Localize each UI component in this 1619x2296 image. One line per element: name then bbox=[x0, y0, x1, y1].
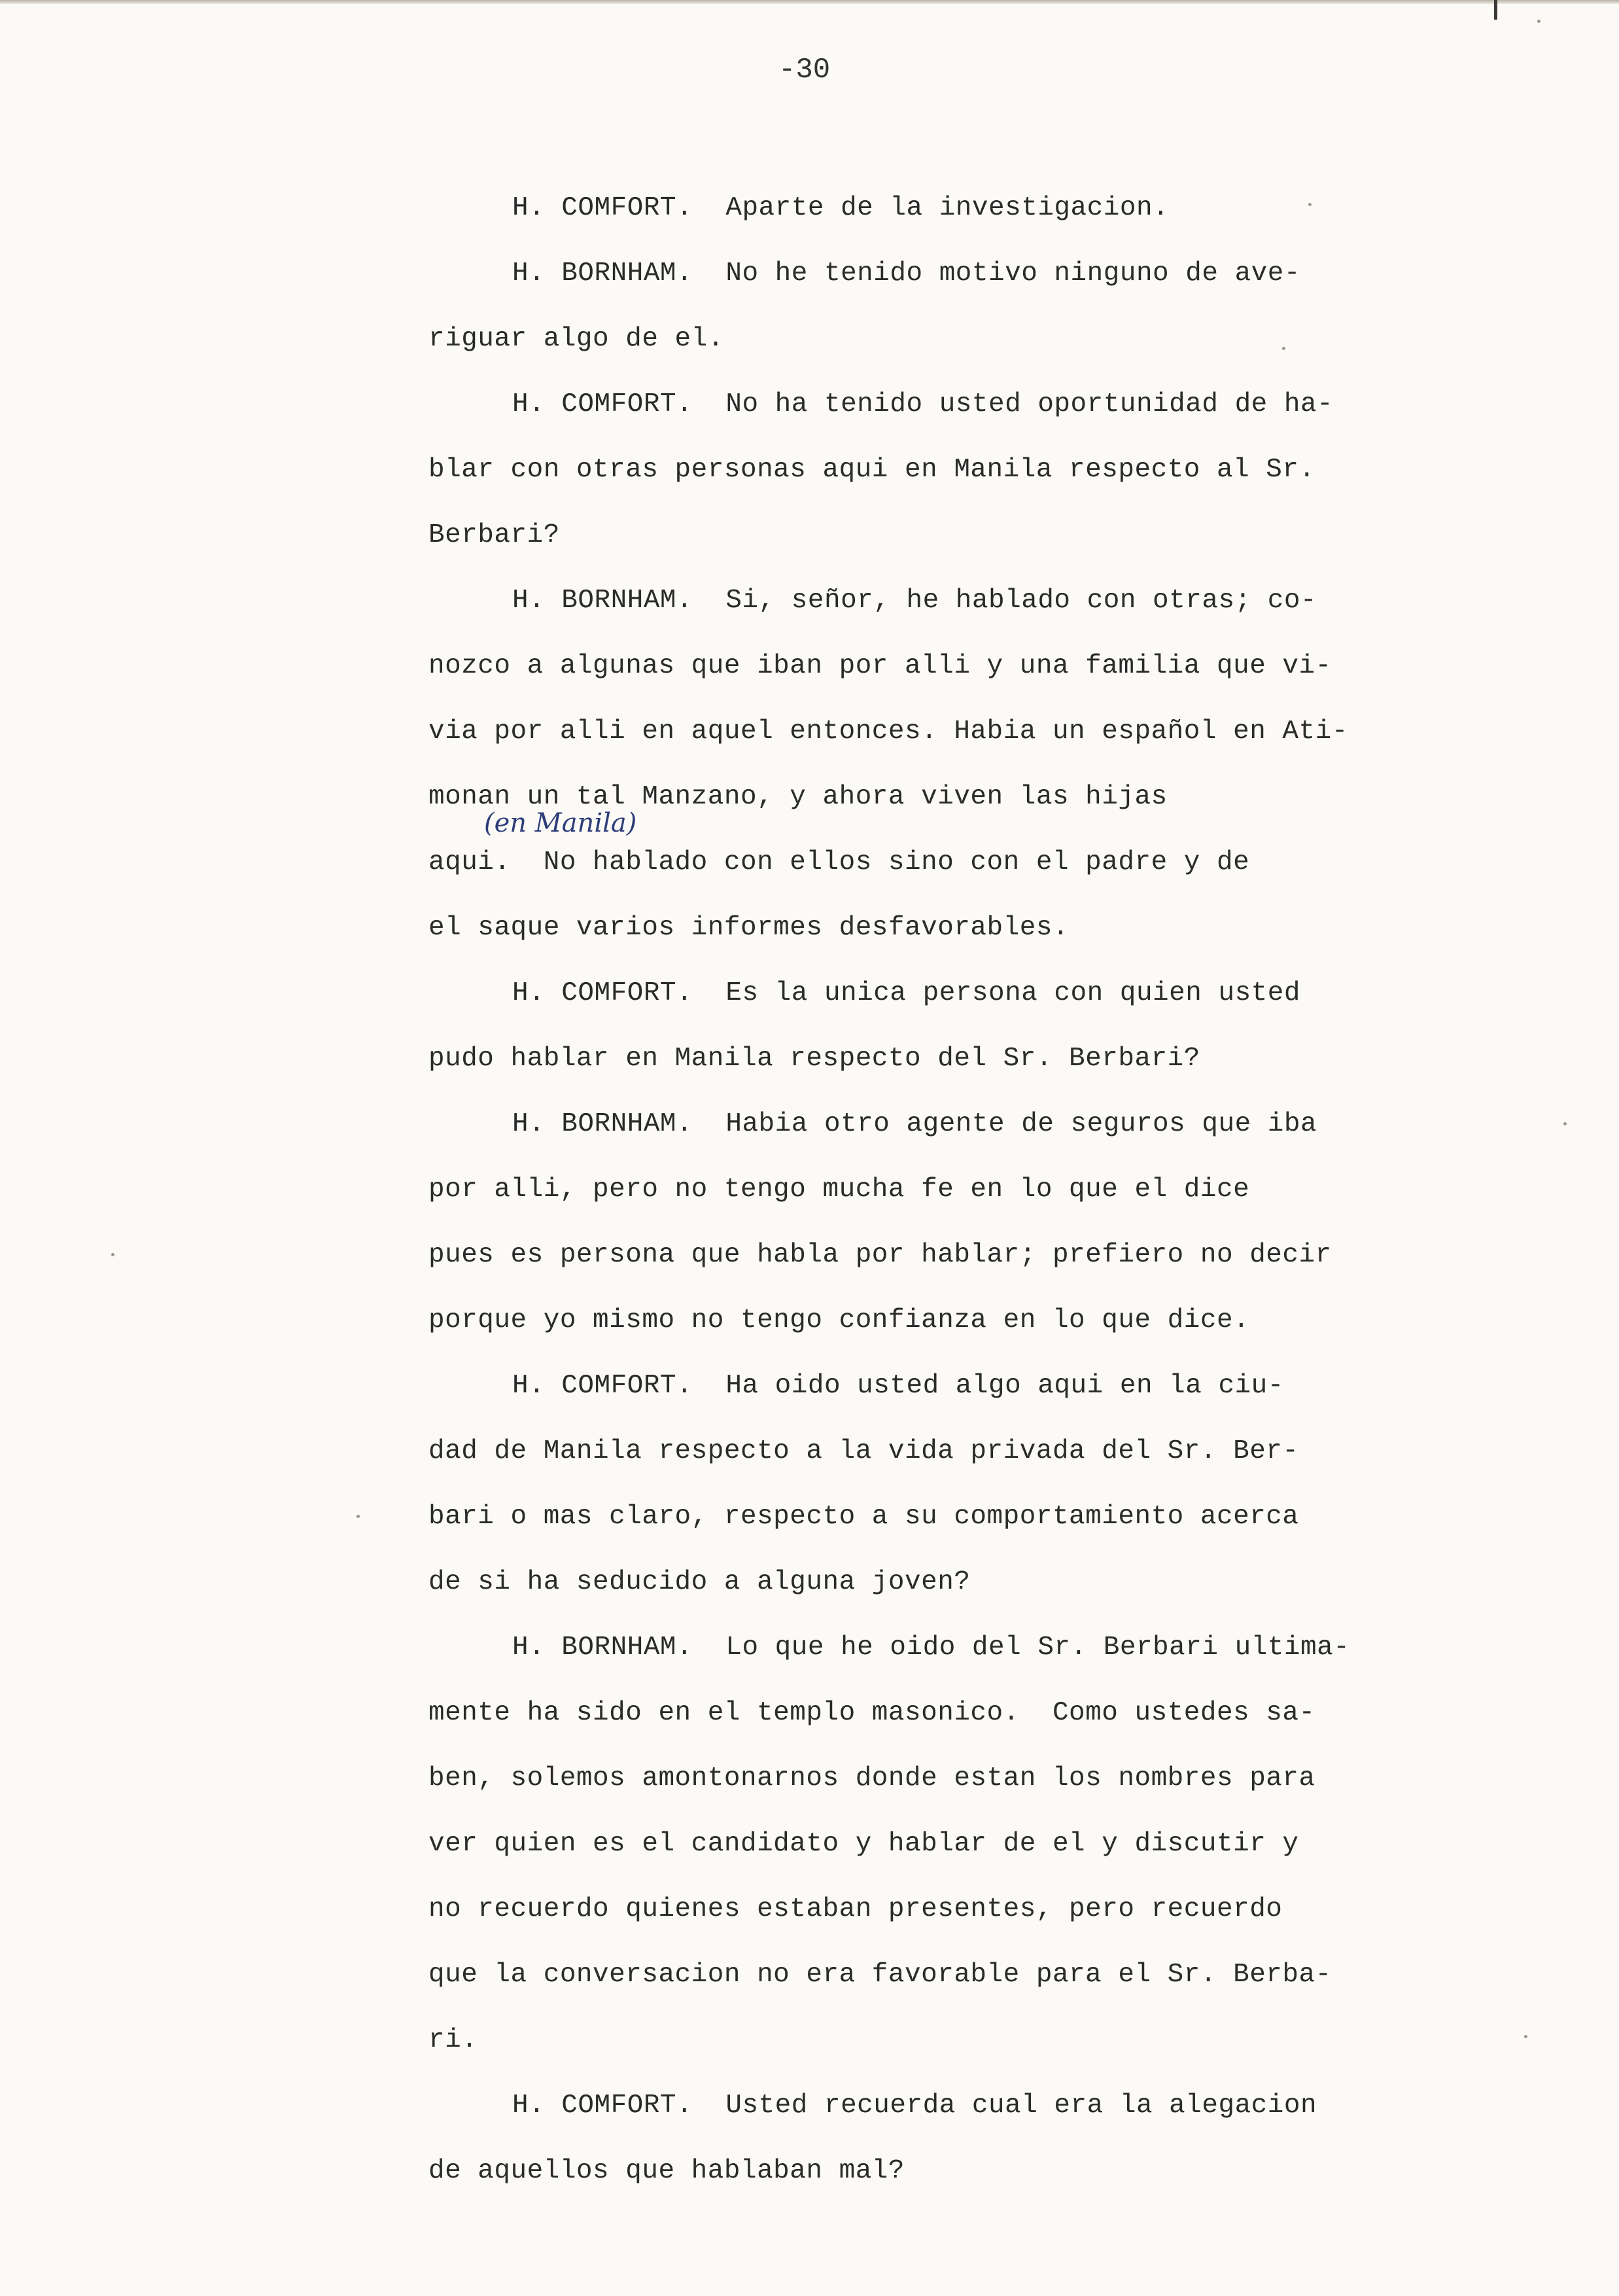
transcript-line: H. COMFORT. Aparte de la investigacion. bbox=[512, 193, 1170, 223]
transcript-line: porque yo mismo no tengo confianza en lo que dice. bbox=[428, 1305, 1250, 1335]
transcript-line: el saque varios informes desfavorables. bbox=[428, 913, 1070, 943]
transcript-line: aqui. No hablado con ellos sino con el padre y de bbox=[428, 847, 1250, 877]
handwritten-annotation: (en Manila) bbox=[484, 808, 637, 838]
transcript-line: por alli, pero no tengo mucha fe en lo que el dice bbox=[428, 1174, 1250, 1205]
transcript-line: H. BORNHAM. No he tenido motivo ninguno de ave- bbox=[512, 258, 1300, 289]
transcript-line: blar con otras personas aqui en Manila respecto al Sr. bbox=[428, 455, 1315, 485]
transcript-line: H. BORNHAM. Lo que he oido del Sr. Berbari ultima- bbox=[512, 1633, 1350, 1663]
transcript-line: riguar algo de el. bbox=[428, 324, 724, 354]
transcript-line: no recuerdo quienes estaban presentes, pero recuerdo bbox=[428, 1894, 1283, 1924]
paper-speck bbox=[111, 1253, 114, 1256]
paper-speck bbox=[1524, 2035, 1527, 2038]
transcript-line: H. COMFORT. Es la unica persona con quien usted bbox=[512, 978, 1300, 1008]
paper-speck bbox=[357, 1515, 360, 1518]
transcript-line: de si ha seducido a alguna joven? bbox=[428, 1567, 971, 1597]
transcript-line: pudo hablar en Manila respecto del Sr. Berbari? bbox=[428, 1044, 1200, 1074]
transcript-line: dad de Manila respecto a la vida privada del Sr. Ber- bbox=[428, 1436, 1299, 1466]
transcript-line: que la conversacion no era favorable para el Sr. Berba- bbox=[428, 1960, 1332, 1990]
transcript-line: H. COMFORT. Ha oido usted algo aqui en la ciu- bbox=[512, 1371, 1284, 1401]
page-top-edge bbox=[0, 0, 1619, 4]
transcript-line: nozco a algunas que iban por alli y una familia que vi- bbox=[428, 651, 1332, 681]
transcript-line: H. COMFORT. Usted recuerda cual era la alegacion bbox=[512, 2091, 1317, 2121]
transcript-line: monan un tal Manzano, y ahora viven las hijas bbox=[428, 782, 1168, 812]
transcript-line: ben, solemos amontonarnos donde estan los nombres para bbox=[428, 1763, 1315, 1793]
paper-speck bbox=[1537, 20, 1541, 23]
transcript-body bbox=[428, 175, 1423, 2204]
transcript-line: H. BORNHAM. Habia otro agente de seguros que iba bbox=[512, 1109, 1317, 1139]
transcript-line: Berbari? bbox=[428, 520, 560, 550]
page-number: -30 bbox=[778, 54, 831, 86]
margin-mark bbox=[1494, 0, 1497, 20]
transcript-line: pues es persona que habla por hablar; prefiero no decir bbox=[428, 1240, 1332, 1270]
transcript-line: bari o mas claro, respecto a su comportamiento acerca bbox=[428, 1502, 1299, 1532]
transcript-line: ri. bbox=[428, 2025, 478, 2055]
transcript-line: mente ha sido en el templo masonico. Como ustedes sa- bbox=[428, 1698, 1315, 1728]
transcript-line: ver quien es el candidato y hablar de el y discutir y bbox=[428, 1829, 1299, 1859]
paper-speck bbox=[1563, 1122, 1567, 1125]
transcript-line: H. COMFORT. No ha tenido usted oportunidad de ha- bbox=[512, 389, 1334, 419]
transcript-line: via por alli en aquel entonces. Habia un español en Ati- bbox=[428, 716, 1348, 747]
transcript-line: H. BORNHAM. Si, señor, he hablado con otras; co- bbox=[512, 586, 1317, 616]
transcript-line: de aquellos que hablaban mal? bbox=[428, 2156, 905, 2186]
